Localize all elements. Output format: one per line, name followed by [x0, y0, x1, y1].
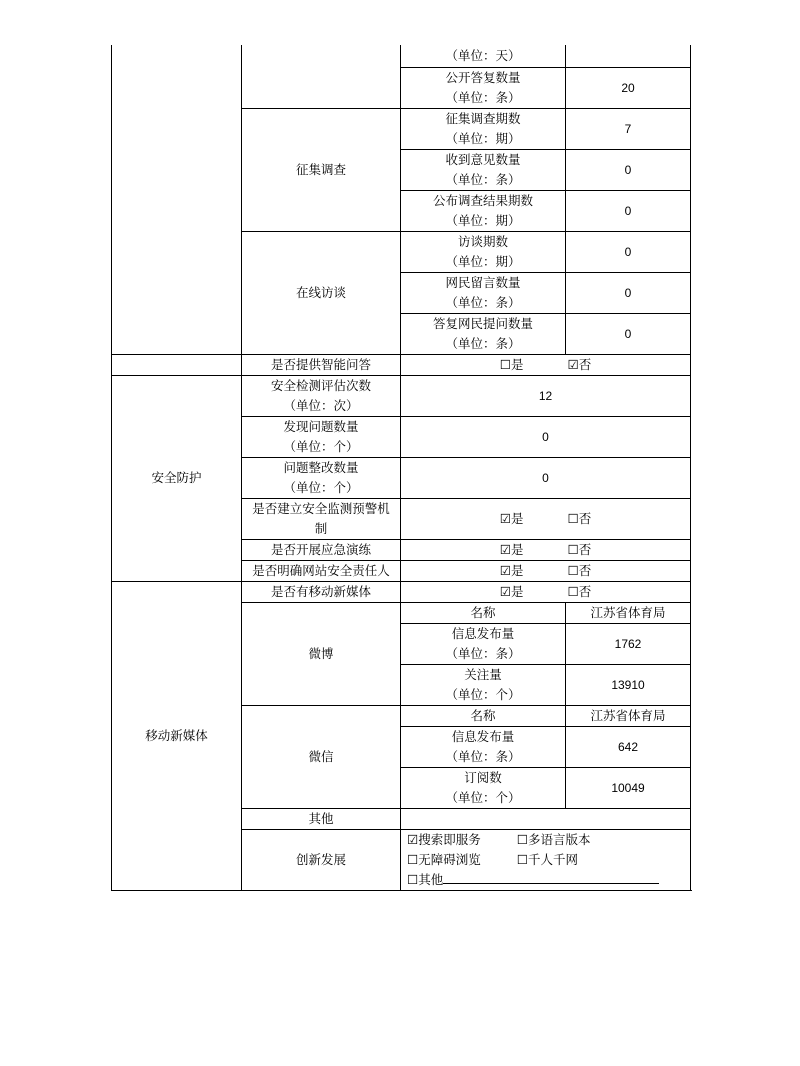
table-row — [112, 581, 691, 602]
metric-label: 征集调查期数 （单位：期） — [401, 108, 566, 149]
question-label: 是否开展应急演练 — [242, 539, 401, 560]
option-multilingual: ☐多语言版本 — [516, 831, 591, 847]
checkbox-icon: ☐ — [567, 541, 579, 557]
yes-option: ☑是 — [499, 541, 524, 557]
yes-no-answer — [401, 354, 691, 375]
metric-label: 访谈期数 （单位：期） — [401, 231, 566, 272]
metric-value: 0 — [566, 149, 691, 190]
metric-value: 12 — [401, 375, 691, 416]
yes-option: ☑是 — [499, 510, 524, 526]
subcategory-cell-reply — [242, 45, 401, 108]
checkbox-icon: ☑ — [499, 510, 511, 526]
yes-no-answer — [401, 581, 691, 602]
question-label: 是否明确网站安全责任人 — [242, 560, 401, 581]
metric-value: 20 — [566, 67, 691, 108]
no-option: ☐否 — [567, 541, 592, 557]
category-media: 移动新媒体 — [112, 581, 242, 890]
question-label: 是否有移动新媒体 — [242, 581, 401, 602]
option-search-as-service: ☑搜索即服务 — [407, 831, 481, 847]
checkbox-icon: ☐ — [407, 871, 419, 887]
metric-value: 13910 — [566, 664, 691, 705]
other-blank-line — [443, 871, 659, 884]
category-cell-interaction — [112, 45, 242, 354]
metric-value: 0 — [566, 190, 691, 231]
name-label: 名称 — [401, 705, 566, 726]
question-label: 是否提供智能问答 — [242, 354, 401, 375]
metric-label: 发现问题数量 （单位：个） — [242, 416, 401, 457]
metric-value: 0 — [566, 231, 691, 272]
checkbox-icon: ☐ — [407, 851, 419, 867]
checkbox-icon: ☑ — [499, 541, 511, 557]
option-personalized: ☐千人千网 — [516, 851, 578, 867]
option-other: ☐其他 — [407, 872, 659, 887]
other-value — [401, 808, 691, 829]
table-row — [112, 354, 691, 375]
subcategory-interview: 在线访谈 — [242, 231, 401, 354]
metric-value: 0 — [401, 457, 691, 498]
metric-value: 1762 — [566, 623, 691, 664]
category-security: 安全防护 — [112, 375, 242, 581]
innovation-options — [401, 829, 691, 890]
metric-value: 642 — [566, 726, 691, 767]
no-option: ☐否 — [567, 562, 592, 578]
table-row — [112, 45, 691, 67]
checkbox-icon: ☐ — [567, 583, 579, 599]
checkbox-icon: ☑ — [499, 583, 511, 599]
checkbox-icon: ☐ — [567, 562, 579, 578]
yes-no-answer — [401, 498, 691, 539]
name-value: 江苏省体育局 — [566, 602, 691, 623]
metric-label: 收到意见数量 （单位：条） — [401, 149, 566, 190]
checkbox-icon: ☐ — [567, 510, 579, 526]
metric-label: 信息发布量 （单位：条） — [401, 623, 566, 664]
option-accessibility: ☐无障碍浏览 — [407, 851, 481, 867]
metric-label: 信息发布量 （单位：条） — [401, 726, 566, 767]
other-label: 其他 — [242, 808, 401, 829]
metric-label: 订阅数 （单位：个） — [401, 767, 566, 808]
name-label: 名称 — [401, 602, 566, 623]
checkbox-icon: ☑ — [499, 562, 511, 578]
metric-label: 关注量 （单位：个） — [401, 664, 566, 705]
yes-no-answer — [401, 560, 691, 581]
yes-option: ☑是 — [499, 583, 524, 599]
yes-option: ☑是 — [499, 562, 524, 578]
checkbox-icon: ☑ — [567, 356, 579, 372]
no-option: ☐否 — [567, 583, 592, 599]
checkbox-icon: ☑ — [407, 831, 419, 847]
category-cell-interaction — [112, 354, 242, 375]
yes-option: ☐是 — [499, 356, 524, 372]
subcategory-weibo: 微博 — [242, 602, 401, 705]
checkbox-icon: ☐ — [516, 851, 528, 867]
report-table — [111, 45, 691, 891]
metric-label: 答复网民提问数量 （单位：条） — [401, 313, 566, 354]
table-row — [112, 375, 691, 416]
no-option: ☐否 — [567, 510, 592, 526]
metric-value: 10049 — [566, 767, 691, 808]
checkbox-icon: ☐ — [499, 356, 511, 372]
question-label: 是否建立安全监测预警机 制 — [242, 498, 401, 539]
subcategory-wechat: 微信 — [242, 705, 401, 808]
metric-label: 公开答复数量 （单位：条） — [401, 67, 566, 108]
category-innovation: 创新发展 — [242, 829, 401, 890]
metric-label: 问题整改数量 （单位：个） — [242, 457, 401, 498]
metric-value: 7 — [566, 108, 691, 149]
no-option: ☑否 — [567, 356, 592, 372]
name-value: 江苏省体育局 — [566, 705, 691, 726]
metric-label: 公布调查结果期数 （单位：期） — [401, 190, 566, 231]
metric-label: 网民留言数量 （单位：条） — [401, 272, 566, 313]
checkbox-icon: ☐ — [516, 831, 528, 847]
yes-no-answer — [401, 539, 691, 560]
metric-value: 0 — [401, 416, 691, 457]
value-cell — [566, 45, 691, 67]
subcategory-survey: 征集调查 — [242, 108, 401, 231]
unit-cell: （单位：天） — [401, 45, 566, 67]
metric-value: 0 — [566, 313, 691, 354]
metric-label: 安全检测评估次数 （单位：次） — [242, 375, 401, 416]
metric-value: 0 — [566, 272, 691, 313]
